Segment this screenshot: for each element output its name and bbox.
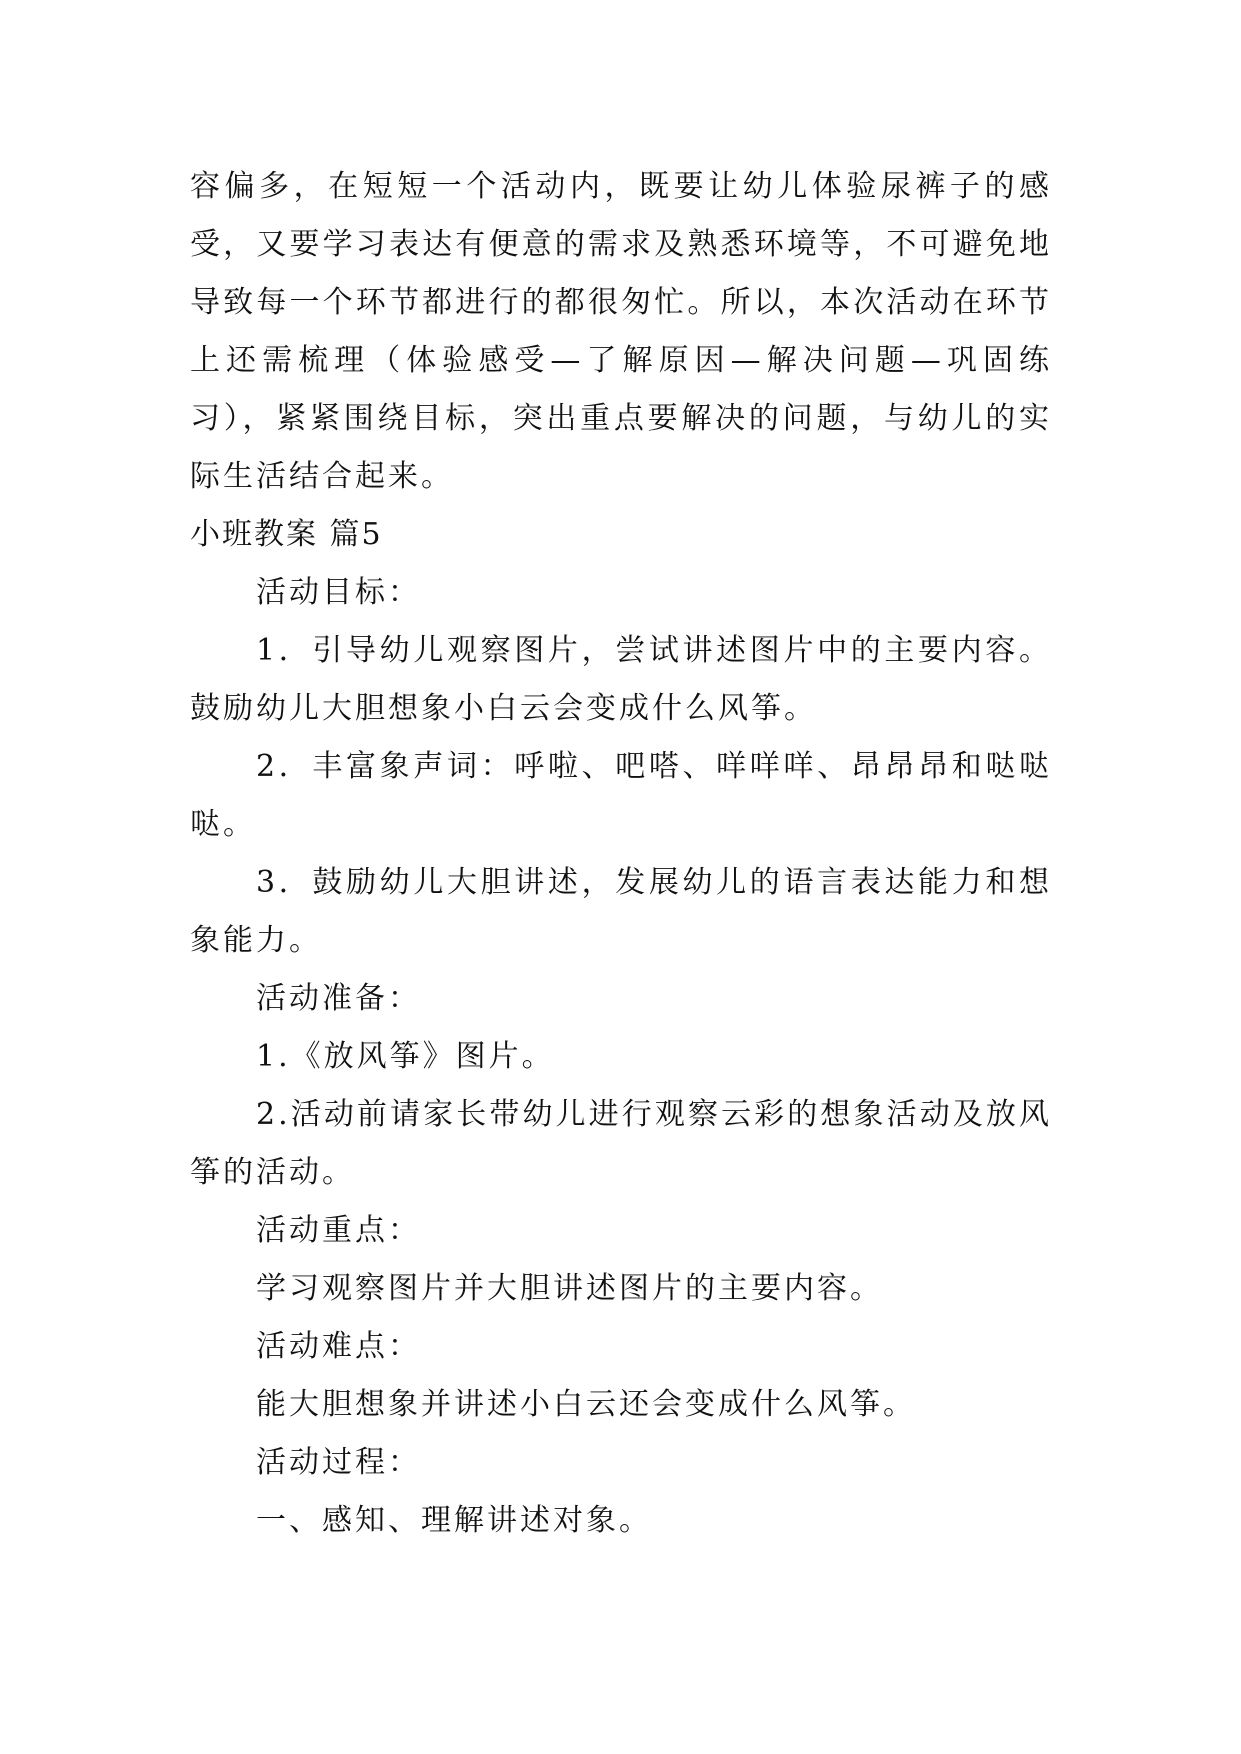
document-page bbox=[190, 158, 1052, 1550]
intro-paragraph: 容偏多，在短短一个活动内，既要让幼儿体验尿裤子的感受，又要学习表达有便意的需求及熟悉环境等，不可避免地导致每一个环节都进行的都很匆忙。所以，本次活动在环节上还需梳理（体验感受—了解原因—解决问题—巩固练习），紧紧围绕目标，突出重点要解决的问题，与幼儿的实际生活结合起来。 bbox=[190, 169, 1052, 494]
goals-heading: 活动目标： bbox=[256, 575, 421, 610]
section-title: 小班教案 篇5 bbox=[190, 517, 383, 552]
prep-item-1: 1.《放风筝》图片。 bbox=[256, 1039, 555, 1074]
process-heading: 活动过程： bbox=[256, 1445, 421, 1480]
difficulty-text: 能大胆想象并讲述小白云还会变成什么风筝。 bbox=[256, 1387, 916, 1422]
difficulty-heading: 活动难点： bbox=[256, 1329, 421, 1364]
focus-heading: 活动重点： bbox=[256, 1213, 421, 1248]
goal-item-3: 3．鼓励幼儿大胆讲述，发展幼儿的语言表达能力和想象能力。 bbox=[190, 865, 1052, 958]
goal-item-1: 1．引导幼儿观察图片，尝试讲述图片中的主要内容。鼓励幼儿大胆想象小白云会变成什么风筝。 bbox=[190, 633, 1052, 726]
prep-heading: 活动准备： bbox=[256, 981, 421, 1016]
prep-item-2: 2.活动前请家长带幼儿进行观察云彩的想象活动及放风筝的活动。 bbox=[190, 1097, 1052, 1190]
focus-text: 学习观察图片并大胆讲述图片的主要内容。 bbox=[256, 1271, 883, 1306]
goal-item-2: 2．丰富象声词：呼啦、吧嗒、咩咩咩、昂昂昂和哒哒哒。 bbox=[190, 749, 1052, 842]
process-step-1: 一、感知、理解讲述对象。 bbox=[256, 1503, 652, 1538]
